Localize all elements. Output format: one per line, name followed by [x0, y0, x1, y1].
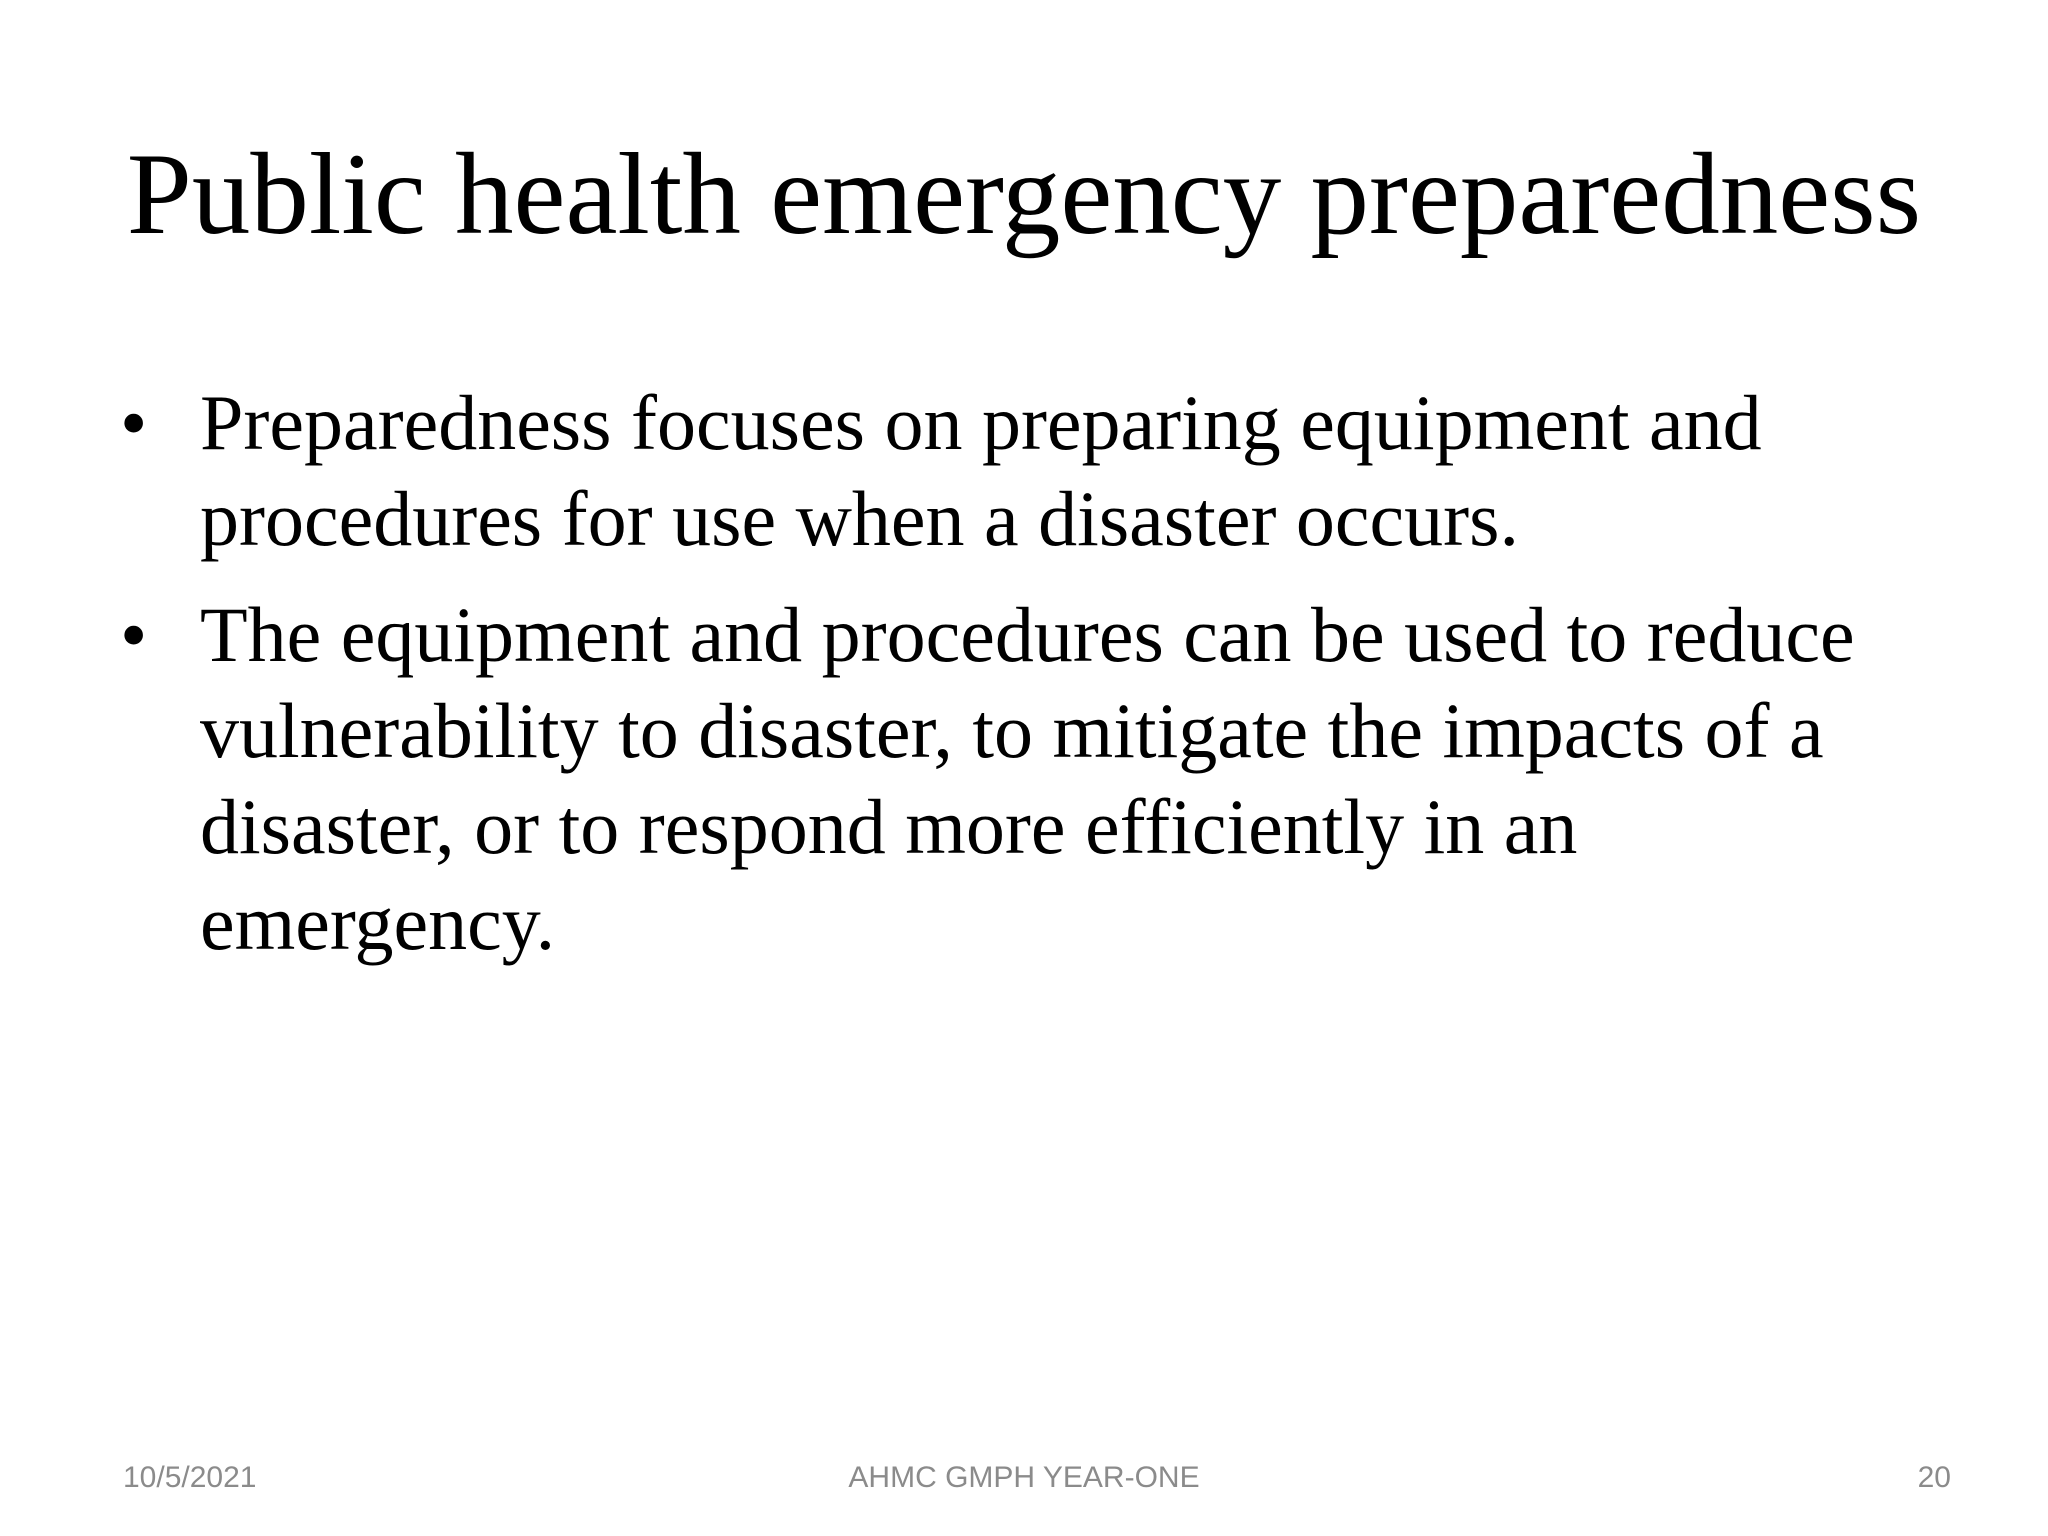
footer-date: 10/5/2021: [123, 1461, 257, 1494]
bullet-item: [120, 375, 1950, 567]
bullet-text-line: procedures for use when a disaster occurs.: [200, 475, 1519, 562]
footer-title: AHMC GMPH YEAR-ONE: [848, 1461, 1200, 1494]
bullet-point-icon: •: [120, 379, 148, 466]
bullet-text-line: disaster, or to respond more efficiently in an: [200, 783, 1578, 870]
bullet-text-line: Preparedness focuses on preparing equipment and: [200, 379, 1762, 466]
bullet-text-line: emergency.: [200, 879, 556, 966]
bullet-list: [120, 375, 1950, 991]
slide-title: Public health emergency preparedness: [126, 130, 1922, 259]
bullet-text-line: vulnerability to disaster, to mitigate the impacts of a: [200, 687, 1824, 774]
slide-number: 20: [1917, 1461, 1951, 1494]
bullet-point-icon: •: [120, 591, 148, 678]
bullet-text-line: The equipment and procedures can be used to reduce: [200, 591, 1855, 678]
bullet-item: [120, 587, 1950, 971]
